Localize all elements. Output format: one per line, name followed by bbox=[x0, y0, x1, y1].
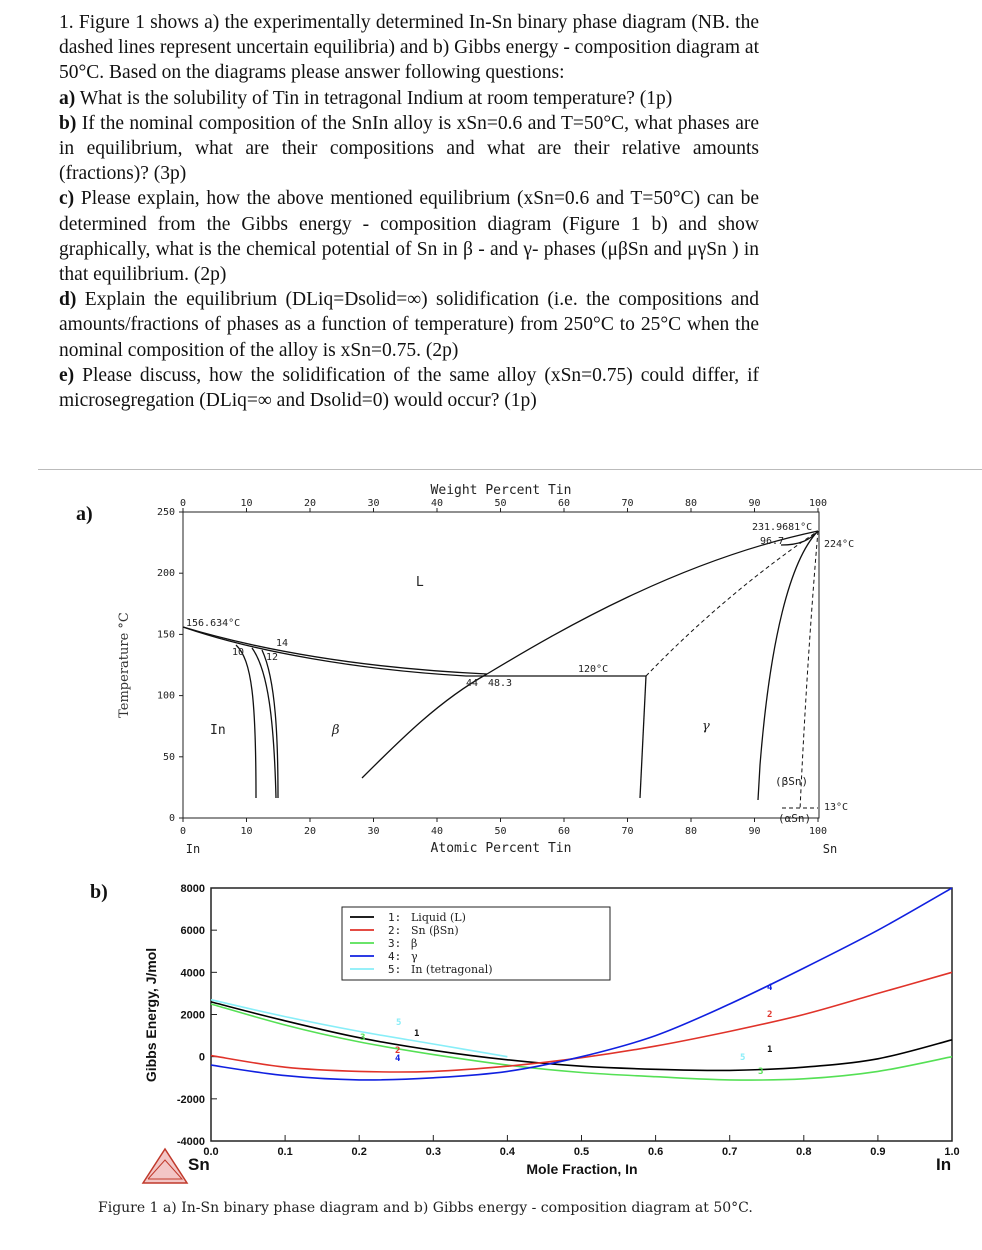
question-c bbox=[59, 186, 759, 287]
top-tick-label: 30 bbox=[367, 498, 380, 509]
gamma-boundary-left bbox=[640, 676, 646, 798]
gibbs-x-tick-label: 0.1 bbox=[277, 1146, 293, 1158]
figure-a-label: a) bbox=[76, 503, 93, 525]
bottom-tick-label: 20 bbox=[303, 826, 317, 837]
gibbs-x-tick-label: 0.9 bbox=[870, 1146, 886, 1158]
gibbs-left-element: Sn bbox=[188, 1155, 210, 1174]
curve-marker-2b: 2 bbox=[767, 1010, 773, 1020]
curve-marker-4b: 4 bbox=[767, 983, 773, 993]
legend-number: 4: bbox=[388, 950, 402, 963]
top-tick-label: 20 bbox=[303, 498, 317, 509]
curve-marker-3b: 3 bbox=[758, 1067, 764, 1077]
temp-224: 224°C bbox=[824, 539, 855, 550]
question-a-label: a) bbox=[59, 87, 76, 109]
gibbs-x-tick-label: 1.0 bbox=[944, 1146, 960, 1158]
top-tick-label: 60 bbox=[557, 498, 571, 509]
question-e-text: Please discuss, how the solidification of the same alloy (xSn=0.75) could differ, if microsegregation (DLiq=∞ and Dsolid=0) would occur? (1p) bbox=[59, 364, 759, 412]
phase-diagram bbox=[0, 470, 982, 870]
gibbs-x-tick-label: 0.7 bbox=[722, 1146, 738, 1158]
composition-48-3: 48.3 bbox=[488, 678, 513, 689]
bottom-tick-label: 70 bbox=[621, 826, 634, 837]
gibbs-x-tick-label: 0.3 bbox=[425, 1146, 441, 1158]
liquidus-sn-side bbox=[487, 531, 818, 674]
figure-caption: Figure 1 a) In-Sn binary phase diagram and b) Gibbs energy - composition diagram at 50°C. bbox=[98, 1200, 753, 1216]
y-tick-label: 50 bbox=[162, 751, 175, 763]
bottom-tick-label: 80 bbox=[684, 826, 698, 837]
phase-label-gamma: γ bbox=[702, 719, 710, 734]
question-d bbox=[59, 287, 759, 363]
curve-marker-4: 4 bbox=[395, 1054, 401, 1064]
gibbs-y-tick-label: -4000 bbox=[176, 1136, 205, 1148]
gibbs-x-tick-label: 0.0 bbox=[203, 1146, 219, 1158]
phase-label-beta: β bbox=[332, 723, 340, 738]
curve-marker-5: 5 bbox=[396, 1018, 402, 1028]
gibbs-y-tick-label: 2000 bbox=[180, 1009, 205, 1022]
gibbs-x-tick-label: 0.5 bbox=[573, 1146, 590, 1158]
figure-b-label: b) bbox=[90, 881, 108, 903]
composition-12: 12 bbox=[266, 652, 279, 663]
legend-label: Sn (βSn) bbox=[411, 924, 459, 937]
phase-boundaries bbox=[183, 531, 818, 800]
question-a-text: What is the solubility of Tin in tetragonal Indium at room temperature? (1p) bbox=[75, 87, 673, 109]
top-tick-label: 0 bbox=[179, 498, 187, 509]
question-b-text: If the nominal composition of the SnIn alloy is xSn=0.6 and T=50°C, what phases are in equilibrium, what are their compositions and what are their relative amounts (fractions)? (3p) bbox=[59, 112, 759, 185]
composition-96-7: 96.7 bbox=[760, 536, 785, 547]
legend-label: Liquid (L) bbox=[411, 911, 466, 924]
question-e bbox=[59, 363, 759, 413]
in-melting-point: 156.634°C bbox=[186, 618, 241, 629]
curve-marker-1: 1 bbox=[414, 1029, 420, 1039]
legend-number: 3: bbox=[388, 937, 402, 950]
bottom-tick-label: 30 bbox=[367, 826, 380, 837]
gibbs-curve-in-tetragonal bbox=[211, 1000, 507, 1057]
thermocalc-logo bbox=[143, 1149, 187, 1183]
composition-44: 44 bbox=[466, 678, 479, 689]
bottom-tick-label: 60 bbox=[557, 826, 571, 837]
legend-label: In (tetragonal) bbox=[411, 963, 493, 976]
y-tick-label: 250 bbox=[156, 507, 175, 518]
top-tick-label: 50 bbox=[494, 498, 507, 509]
gibbs-x-tick-labels bbox=[203, 1135, 959, 1158]
top-tick-label: 40 bbox=[430, 498, 444, 509]
y-tick-label: 200 bbox=[156, 568, 175, 580]
question-d-text: Explain the equilibrium (DLiq=Dsolid=∞) solidification (i.e. the compositions and amounts/fractions of phases as a function of temperature) from 250°C to 25°C when the nominal composition of the alloy is xSn=0.75. (2p) bbox=[59, 289, 759, 361]
sn-beta-dashed bbox=[800, 531, 818, 810]
question-c-label: c) bbox=[59, 188, 75, 210]
sn-melting-point: 231.9681°C bbox=[752, 522, 813, 533]
top-tick-label: 10 bbox=[240, 498, 253, 509]
left-element-label: In bbox=[185, 842, 201, 856]
gibbs-energy-diagram bbox=[0, 870, 982, 1190]
gibbs-curve-liquid-l bbox=[211, 1002, 952, 1071]
composition-10: 10 bbox=[232, 647, 245, 658]
y-tick-label: 0 bbox=[168, 813, 175, 824]
phase-label-bsn: (βSn) bbox=[775, 775, 809, 788]
gibbs-x-tick-label: 0.4 bbox=[499, 1146, 516, 1158]
phase-label-in: In bbox=[210, 723, 226, 738]
bottom-tick-label: 10 bbox=[240, 826, 253, 837]
question-d-label: d) bbox=[59, 289, 77, 311]
gibbs-right-element: In bbox=[936, 1155, 952, 1174]
question-a bbox=[59, 86, 759, 111]
gibbs-y-tick-label: 0 bbox=[198, 1051, 205, 1064]
question-b-label: b) bbox=[59, 112, 77, 134]
gamma-liquidus-dashed bbox=[646, 531, 818, 676]
curve-marker-3: 3 bbox=[360, 1033, 366, 1043]
phase-label-liquid: L bbox=[416, 575, 424, 590]
y-axis-title: Temperature °C bbox=[117, 612, 132, 718]
composition-14: 14 bbox=[276, 638, 289, 649]
curve-marker-1b: 1 bbox=[767, 1045, 773, 1055]
gibbs-y-tick-label: 6000 bbox=[180, 925, 205, 938]
top-tick-label: 80 bbox=[684, 498, 698, 509]
in-solvus-1 bbox=[236, 645, 256, 798]
solidus-in-side bbox=[183, 627, 466, 676]
temp-13: 13°C bbox=[824, 802, 849, 813]
uncertain-boundaries bbox=[646, 531, 818, 810]
legend-label: γ bbox=[411, 950, 418, 963]
gibbs-y-tick-label: 4000 bbox=[180, 967, 205, 980]
top-tick-label: 70 bbox=[621, 498, 634, 509]
question-text bbox=[59, 10, 759, 413]
bottom-tick-label: 50 bbox=[494, 826, 507, 837]
legend-number: 2: bbox=[388, 924, 402, 937]
gibbs-x-tick-label: 0.6 bbox=[647, 1146, 664, 1158]
top-tick-label: 100 bbox=[808, 498, 828, 509]
right-element-label: Sn bbox=[822, 842, 838, 856]
question-b bbox=[59, 111, 759, 187]
legend-label: β bbox=[411, 937, 418, 950]
legend-number: 5: bbox=[388, 963, 402, 976]
y-tick-label: 100 bbox=[156, 690, 175, 702]
y-tick-label: 150 bbox=[156, 629, 175, 641]
gibbs-x-axis-title: Mole Fraction, In bbox=[526, 1161, 638, 1177]
bottom-axis-title: Atomic Percent Tin bbox=[430, 841, 572, 856]
legend-number: 1: bbox=[388, 911, 402, 924]
bottom-tick-label: 90 bbox=[748, 826, 761, 837]
gibbs-x-tick-label: 0.2 bbox=[351, 1146, 367, 1158]
bottom-tick-label: 0 bbox=[179, 826, 187, 837]
gibbs-y-axis-title: Gibbs Energy, J/mol bbox=[143, 947, 159, 1083]
liquidus-in-side bbox=[183, 627, 487, 674]
bottom-tick-labels bbox=[180, 818, 827, 837]
top-tick-label: 90 bbox=[748, 498, 761, 509]
question-c-text: Please explain, how the above mentioned equilibrium (xSn=0.6 and T=50°C) can be determined from the Gibbs energy - composition diagram (Figure 1 b) and show graphically, what is the chemical potential of Sn in β - and γ- phases (μβSn and μγSn ) in that equilibrium. (2p) bbox=[59, 188, 759, 286]
gibbs-curve- bbox=[211, 1004, 952, 1080]
curve-marker-2: 2 bbox=[395, 1046, 401, 1056]
bottom-tick-label: 100 bbox=[808, 826, 828, 837]
phase-label-asn: (αSn) bbox=[778, 812, 812, 825]
gibbs-x-tick-label: 0.8 bbox=[796, 1146, 812, 1158]
question-e-label: e) bbox=[59, 364, 75, 386]
sn-solvus bbox=[758, 531, 818, 800]
temp-120: 120°C bbox=[578, 664, 609, 675]
gibbs-y-tick-label: 8000 bbox=[180, 883, 205, 895]
question-intro: 1. Figure 1 shows a) the experimentally determined In-Sn binary phase diagram (NB. the dashed lines represent uncertain equilibria) and b) Gibbs energy - composition diagram at 50°C. Based on the diagrams please answer following questions: bbox=[59, 12, 759, 84]
y-tick-labels bbox=[157, 507, 183, 824]
beta-gamma-boundary bbox=[362, 674, 487, 778]
top-axis-title: Weight Percent Tin bbox=[430, 483, 572, 498]
gibbs-y-tick-label: -2000 bbox=[176, 1093, 205, 1106]
top-tick-labels bbox=[180, 498, 827, 512]
curve-marker-5b: 5 bbox=[740, 1053, 746, 1063]
bottom-tick-label: 40 bbox=[430, 826, 444, 837]
